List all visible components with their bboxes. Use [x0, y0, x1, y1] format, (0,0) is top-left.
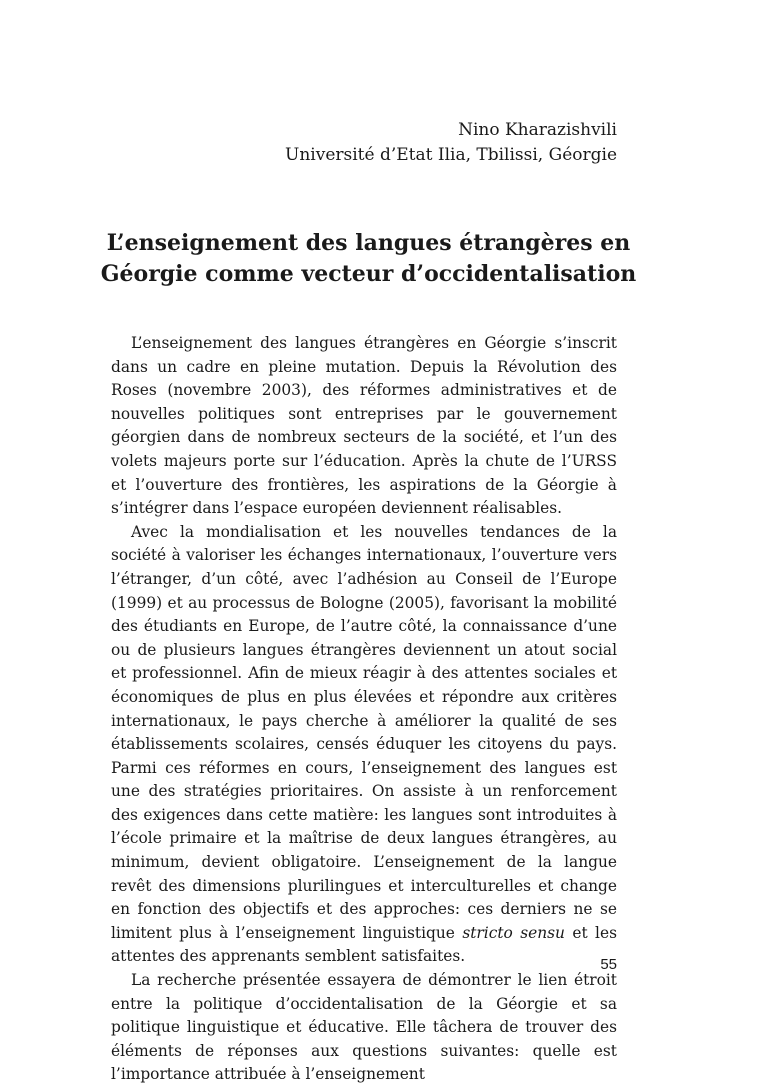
title-line-1: L’enseignement des langues étrangères en [106, 230, 631, 256]
paragraph-2-text: Avec la mondialisation et les nouvelles tendances de la société à valoriser les échanges internationaux, l’ouverture vers l’étranger, d’un côté, avec l’adhésion au Conseil de l’Europe (1999) et au processus de Bologne (2005), favorisant la mobilité des étudiants en Europe, de l’autre côté, la connaissance d’une ou de plusieurs langues étrangères deviennent un atout social et professionnel. Afin de mieux réagir à des attentes sociales et économiques de plus en plus élevées et répondre aux critères internationaux, le pays cherche à améliorer la qualité de ses établissements scolaires, censés éduquer les citoyens du pays. Parmi ces réformes en cours, l’enseignement des langues est une des stratégies prioritaires. On assiste à un renforcement des exigences dans cette matière: les langues sont introduites à l’école primaire et la maîtrise de deux langues étrangères, au minimum, devient obligatoire. L’enseignement de la langue revêt des dimensions plurilingues et interculturelles et change en fonction des objectifs et des approches: ces derniers ne se limitent plus à l’enseignement linguistique [111, 522, 617, 942]
article-body [111, 332, 617, 1087]
paragraph-2-text-end: et les attentes des apprenants semblent satisfaites. [111, 923, 617, 966]
article-title [80, 228, 657, 290]
author-block [120, 118, 617, 168]
paragraph-2 [111, 521, 617, 969]
paragraph-3: La recherche présentée essayera de démontrer le lien étroit entre la politique d’occidentalisation de la Géorgie et sa politique linguistique et éducative. Elle tâchera de trouver des éléments de réponses aux questions suivantes: quelle est l’importance attribuée à l’enseignement [111, 971, 617, 1084]
title-line-2: Géorgie comme vecteur d’occidentalisation [100, 261, 637, 287]
page-number: 55 [600, 956, 617, 973]
paragraph-2-italic: stricto sensu [462, 923, 565, 942]
paragraph-1: L’enseignement des langues étrangères en Géorgie s’inscrit dans un cadre en pleine mutation. Depuis la Révolution des Roses (novembre 2003), des réformes administratives et de nouvelles politiques sont entreprises par le gouvernement géorgien dans de nombreux secteurs de la société, et l’un des volets majeurs porte sur l’éducation. Après la chute de l’URSS et l’ouverture des frontières, les aspirations de la Géorgie à s’intégrer dans l’espace européen deviennent réalisables. [111, 334, 617, 518]
author-name: Nino Kharazishvili [458, 120, 617, 140]
author-affiliation: Université d’Etat Ilia, Tbilissi, Géorgie [285, 145, 617, 165]
